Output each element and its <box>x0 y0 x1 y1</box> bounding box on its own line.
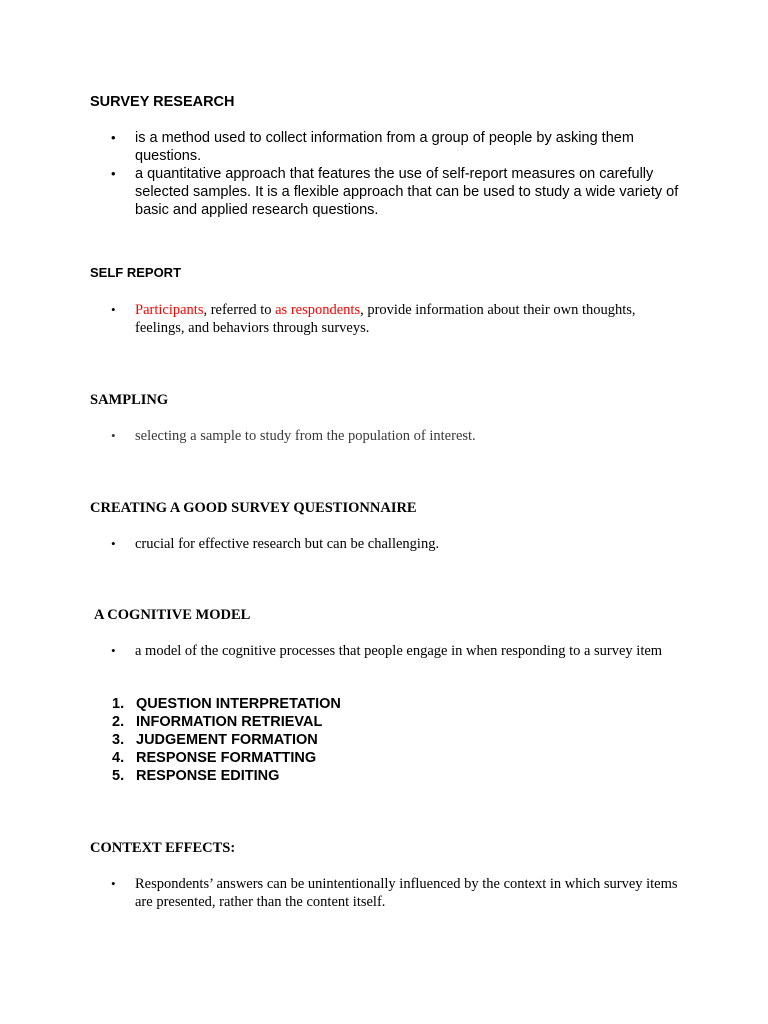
list-item <box>111 165 681 219</box>
questionnaire-bullet: crucial for effective research but can be challenging. <box>135 536 440 552</box>
sampling-bullet: selecting a sample to study from the population of interest. <box>135 428 476 444</box>
step-label: RESPONSE EDITING <box>136 768 280 784</box>
numbered-step <box>112 767 279 785</box>
step-number: 3. <box>112 732 125 748</box>
list-item <box>111 875 681 911</box>
step-number: 5. <box>112 768 125 784</box>
self-report-bullet <box>135 301 681 337</box>
bullet-marker: • <box>111 643 116 658</box>
list-item <box>111 427 681 445</box>
numbered-step <box>112 695 341 713</box>
bullet-marker: • <box>111 130 116 145</box>
heading-self-report: SELF REPORT <box>90 265 182 280</box>
highlight-respondents: as respondents <box>275 302 361 318</box>
list-item <box>111 301 681 337</box>
step-label: JUDGEMENT FORMATION <box>136 732 318 748</box>
step-number: 1. <box>112 696 125 712</box>
heading-cognitive-model: A COGNITIVE MODEL <box>94 607 251 623</box>
numbered-step <box>112 749 316 767</box>
numbered-step <box>112 731 318 749</box>
bullet-marker: • <box>111 166 116 181</box>
heading-survey-research: SURVEY RESEARCH <box>90 94 235 110</box>
bullet-marker: • <box>111 302 116 317</box>
bullet-marker: • <box>111 428 116 443</box>
heading-questionnaire: CREATING A GOOD SURVEY QUESTIONNAIRE <box>90 500 417 516</box>
list-item <box>111 535 681 553</box>
survey-research-bullet-2: a quantitative approach that features the use of self-report measures on carefully selected samples. It is a flexible approach that can be used to study a wide variety of basic and applied research questions. <box>135 166 679 218</box>
highlight-participants: Participants <box>135 302 204 318</box>
heading-context-effects: CONTEXT EFFECTS: <box>90 840 236 856</box>
step-number: 4. <box>112 750 125 766</box>
heading-sampling: SAMPLING <box>90 392 169 408</box>
step-label: RESPONSE FORMATTING <box>136 750 317 766</box>
list-item <box>111 129 681 165</box>
bullet-marker: • <box>111 536 116 551</box>
step-label: INFORMATION RETRIEVAL <box>136 714 323 730</box>
step-label: QUESTION INTERPRETATION <box>136 696 341 712</box>
list-item <box>111 642 681 660</box>
numbered-step <box>112 713 322 731</box>
context-effects-bullet: Respondents’ answers can be unintentionally influenced by the context in which survey items are presented, rather than the content itself. <box>135 876 678 910</box>
text-segment: , referred to <box>203 302 276 318</box>
step-number: 2. <box>112 714 125 730</box>
bullet-marker: • <box>111 876 116 891</box>
text-segment: , provide information about their own thoughts, feelings, and behaviors through surveys. <box>135 302 636 336</box>
survey-research-bullet-1: is a method used to collect information from a group of people by asking them questions. <box>135 130 634 164</box>
cognitive-model-bullet: a model of the cognitive processes that people engage in when responding to a survey item <box>135 643 663 659</box>
